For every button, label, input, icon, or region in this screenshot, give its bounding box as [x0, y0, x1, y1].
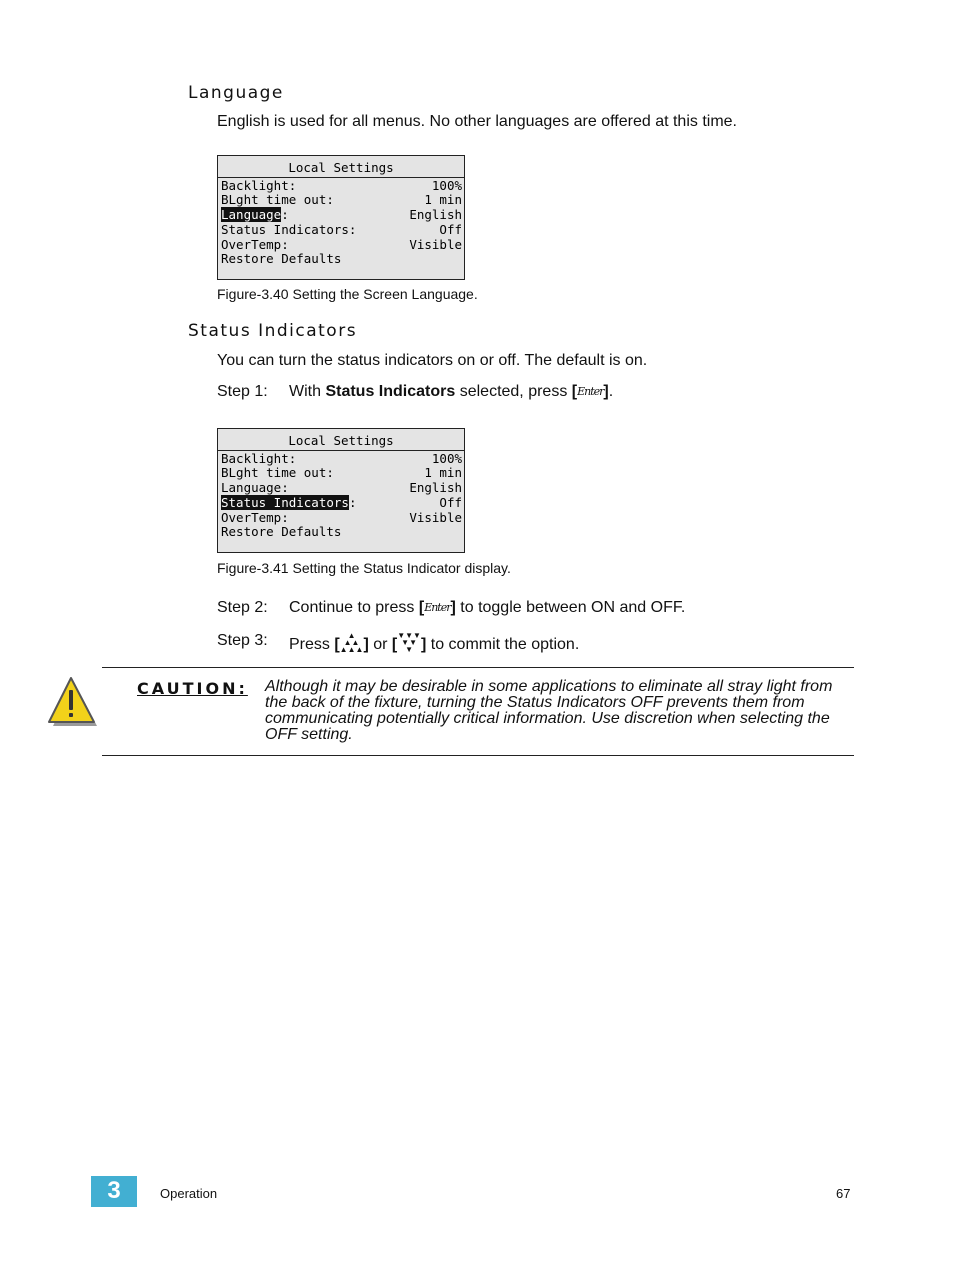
- lcd-row-status-indicators: Status Indicators: Off: [221, 494, 462, 510]
- lcd-row-restore-defaults: Restore Defaults: [221, 524, 342, 540]
- step-1-text: With Status Indicators selected, press [Enter].: [289, 383, 614, 400]
- step-1-label: Step 1:: [217, 383, 268, 400]
- caution-bottom-rule: [102, 755, 854, 756]
- lcd-row-language: Language: English: [221, 480, 462, 496]
- enter-key-icon: Enter: [577, 385, 604, 398]
- lcd-row-backlight: Backlight: 100%: [221, 450, 462, 466]
- chapter-number-tab: 3: [91, 1176, 137, 1207]
- caution-text: Although it may be desirable in some applications to eliminate all stray light from the back of the fixture, turning the Status Indicators OFF prevents them from communicating potentially critical information. Use discretion when selecting the OFF setting.: [265, 678, 833, 743]
- lcd-row-overtemp: OverTemp: Visible: [221, 236, 462, 252]
- enter-key-icon: Enter: [424, 601, 451, 614]
- down-arrow-key-icon: ▼▼▼ ▼▼ ▼: [397, 631, 421, 654]
- step-2-text: Continue to press [Enter] to toggle between ON and OFF.: [289, 599, 686, 616]
- lcd-row-overtemp: OverTemp: Visible: [221, 509, 462, 525]
- step-2-label: Step 2:: [217, 599, 268, 616]
- footer-section-name: Operation: [160, 1186, 218, 1201]
- step-3-label: Step 3:: [217, 632, 268, 649]
- lcd-row-status-indicators: Status Indicators: Off: [221, 221, 462, 237]
- lcd-display-language: [217, 155, 465, 280]
- caution-label: CAUTION:: [137, 679, 248, 698]
- lcd-selected-item: Language: [221, 207, 282, 223]
- figure-caption-3-40: Figure-3.40 Setting the Screen Language.: [217, 286, 478, 302]
- step-3-text: Press [▲ ▲▲ ▲▲▲] or [▼▼▼ ▼▼ ▼ ] to commit the option.: [289, 631, 580, 654]
- caution-top-rule: [102, 667, 854, 668]
- lcd-row-restore-defaults: Restore Defaults: [221, 251, 342, 267]
- lcd-row-blght-timeout: BLght time out: 1 min: [221, 465, 462, 481]
- status-indicators-heading: Status Indicators: [188, 321, 358, 341]
- caution-warning-icon: [46, 676, 100, 733]
- lcd-selected-item: Status Indicators: [221, 494, 349, 510]
- lcd-row-backlight: Backlight: 100%: [221, 177, 462, 193]
- language-heading: Language: [188, 83, 284, 103]
- figure-caption-3-41: Figure-3.41 Setting the Status Indicator display.: [217, 560, 511, 576]
- lcd-title: Local Settings: [288, 160, 394, 175]
- lcd-row-language: Language: English: [221, 207, 462, 223]
- up-arrow-key-icon: ▲ ▲▲ ▲▲▲: [339, 631, 364, 654]
- lcd-row-blght-timeout: BLght time out: 1 min: [221, 192, 462, 208]
- lcd-title: Local Settings: [288, 433, 394, 448]
- language-body: English is used for all menus. No other languages are offered at this time.: [217, 113, 737, 130]
- page-number: 67: [836, 1186, 851, 1201]
- lcd-display-status: [217, 428, 465, 553]
- status-indicators-body: You can turn the status indicators on or off. The default is on.: [217, 352, 648, 369]
